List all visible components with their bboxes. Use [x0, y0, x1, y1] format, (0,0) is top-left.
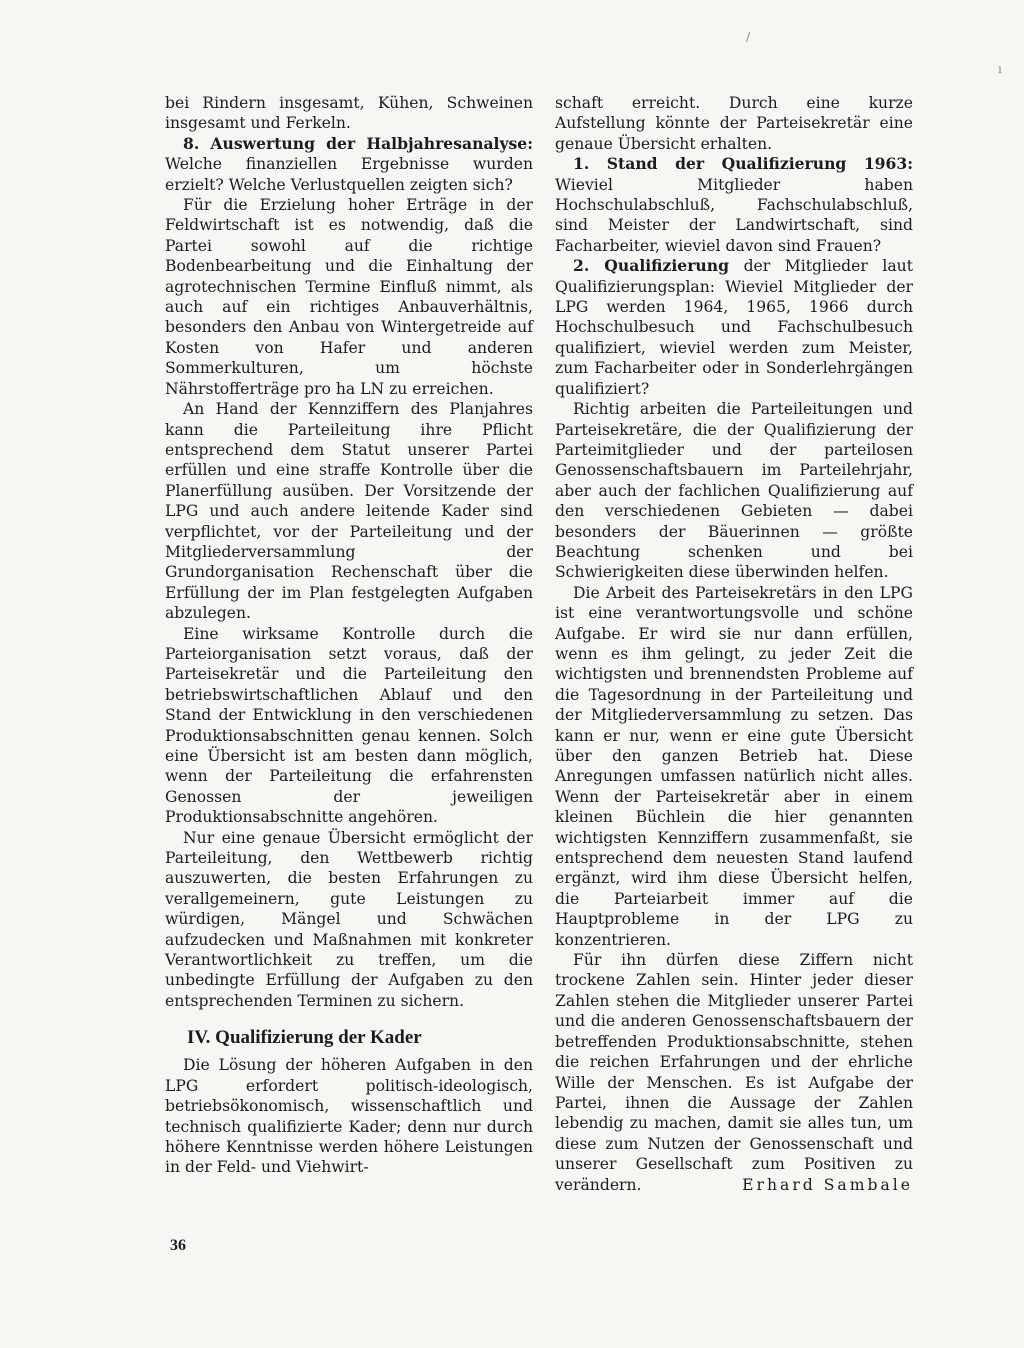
- page-number: 36: [170, 1237, 186, 1254]
- paragraph-secretary-work: Die Arbeit des Parteisekretärs in den LPG ist eine verantwortungsvolle und schöne Aufgabe. Er wird sie nur dann erfüllen, wenn es ihm gelingt, zu jeder Zeit die wichtigsten und brennendsten Probleme auf die Tagesordnung in der Parteileitung und der Mitgliederversammlung zu setzen. Das kann er nur, wenn er eine gute Übersicht über den ganzen Betrieb hat. Diese Anregungen umfassen natürlich nicht alles. Wenn der Parteisekretär aber in einem kleinen Büchlein die hier genannten wichtigsten Kennziffern zusammenfaßt, sie entsprechend dem neuesten Stand laufend ergänzt, wird ihm diese Übersicht helfen, die Parteiarbeit immer auf die Hauptprobleme in der LPG zu konzentrieren.: [555, 583, 913, 949]
- left-column: [165, 93, 533, 1178]
- paragraph-half-year-analysis: [165, 134, 533, 195]
- paragraph-qualification-status: [555, 154, 913, 256]
- paragraph-field-yields: Für die Erzielung hoher Erträge in der Feldwirtschaft ist es notwendig, daß die Partei sowohl auf die richtige Bodenbearbeitung und die Einhaltung der agrotechnischen Termine Einfluß nimmt, als auch auf ein richtiges Anbauverhältnis, besonders den Anbau von Wintergetreide auf Kosten von Hafer und anderen Sommerkulturen, um höchste Nährstofferträge pro ha LN zu erreichen.: [165, 196, 533, 398]
- paragraph-plan-control: An Hand der Kennziffern des Planjahres kann die Parteileitung ihre Pflicht entsprechend dem Statut unserer Partei erfüllen und eine straffe Kontrolle über die Planerfüllung ausüben. Der Vorsitzende der LPG und auch andere leitende Kader sind verpflichtet, vor der Parteileitung und der Mitgliederversammlung der Grundorganisation Rechenschaft über die Erfüllung der im Plan festgelegten Aufgaben abzulegen.: [165, 400, 533, 623]
- item-text-qualification-status: Wieviel Mitglieder haben Hochschulabschluß, Fachschulabschluß, sind Meister der Landwirtschaft, sind Facharbeiter, wieviel davon sind Frauen?: [555, 175, 913, 255]
- item-heading-qualification-plan: 2. Qualifizierung: [573, 256, 730, 276]
- paragraph-livestock: bei Rindern insgesamt, Kühen, Schweinen insgesamt und Ferkeln.: [165, 94, 533, 133]
- paragraph-party-leadership: Richtig arbeiten die Parteileitungen und Parteisekretäre, die der Qualifizierung der Parteimitglieder und der parteilosen Genossenschaftsbauern im Parteilehrjahr, aber auch der fachlichen Qualifizierung auf den verschiedenen Gebieten — dabei besonders der Bäuerinnen — größte Beachtung schenken und bei Schwierigkeiten diese überwinden helfen.: [555, 400, 913, 582]
- item-heading-qualification-status: 1. Stand der Qualifizierung 1963:: [573, 154, 913, 174]
- section-heading: IV. Qualifizierung der Kader: [187, 1027, 422, 1049]
- paragraph-qualification-plan: [555, 256, 913, 399]
- paragraph-numbers: Für ihn dürfen diese Ziffern nicht trockene Zahlen sein. Hinter jeder dieser Zahlen stehen die Mitglieder unserer Partei und die anderen Genossenschaftsbauern der betreffenden Produktionsabschnitte, stehen die reichen Erfahrungen und der ehrliche Wille der Menschen. Es ist Aufgabe der Partei, ihnen die Aussage der Zahlen lebendig zu machen, damit sie alles tun, um diese zum Nutzen der Genossenschaft und unserer Gesellschaft zum Positiven zu verändern.: [555, 951, 913, 1194]
- right-column: [555, 93, 913, 1195]
- scan-speck: ı: [998, 62, 1002, 76]
- item-heading-half-year-analysis: 8. Auswertung der Halbjahresanalyse:: [183, 133, 533, 153]
- paragraph-overview: Nur eine genaue Übersicht ermöglicht der Parteileitung, den Wettbewerb richtig auszuwerten, die besten Erfahrungen zu verallgemeinern, gute Leistungen zu würdigen, Mängel und Schwächen aufzudecken und Maßnahmen mit konkreter Verantwortlichkeit zu treffen, um die unbedingte Erfüllung der Aufgaben zu den entsprechenden Terminen zu sichern.: [165, 828, 533, 1010]
- item-text-half-year-analysis: Welche finanziellen Ergebnisse wurden erzielt? Welche Verlustquellen zeigten sich?: [165, 155, 533, 194]
- author-signature: Erhard Sambale: [742, 1175, 913, 1194]
- item-text-qualification-plan: der Mitglieder laut Qualifizierungsplan: Wieviel Mitglieder der LPG werden 1964, 1965, 1966 durch Hochschulbesuch und Fachschulbesuch qualifiziert, wieviel werden zum Meister, zum Facharbeiter oder in Sonderlehrgängen qualifiziert?: [555, 257, 913, 398]
- scan-speck: /: [746, 30, 751, 44]
- paragraph-continuation: schaft erreicht. Durch eine kurze Aufstellung könnte der Parteisekretär eine genaue Übersicht erhalten.: [555, 94, 913, 153]
- paragraph-qualification-intro: Die Lösung der höheren Aufgaben in den LPG erfordert politisch-ideologisch, betriebsökonomisch, wissenschaftlich und technisch qualifizierte Kader; denn nur durch höhere Kenntnisse werden höhere Leistungen in der Feld- und Viehwirt-: [165, 1056, 533, 1177]
- paragraph-effective-control: Eine wirksame Kontrolle durch die Parteiorganisation setzt voraus, daß der Parteisekretär und die Parteileitung den betriebswirtschaftlichen Ablauf und den Stand der Entwicklung in den verschiedenen Produktionsabschnitten genau kennen. Solch eine Übersicht ist am besten dann möglich, wenn der Parteileitung die erfahrensten Genossen der jeweiligen Produktionsabschnitte angehören.: [165, 624, 533, 827]
